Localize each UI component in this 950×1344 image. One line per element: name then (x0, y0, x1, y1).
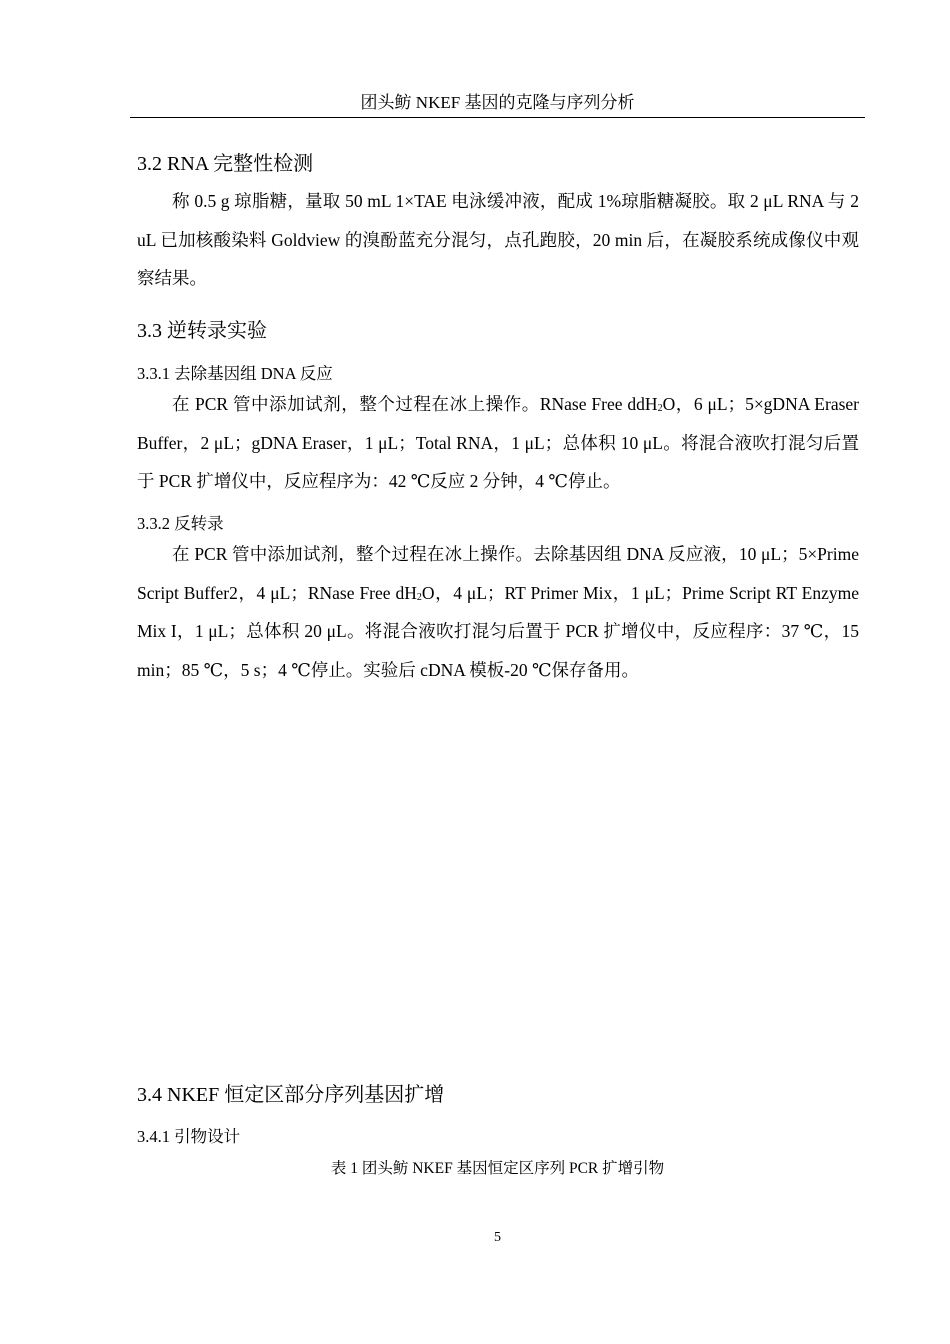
heading-3-3-2: 3.3.2 反转录 (137, 514, 224, 533)
paragraph-3-3-2 (137, 535, 859, 690)
paragraph-3-2: 称 0.5 g 琼脂糖，量取 50 mL 1×TAE 电泳缓冲液，配成 1%琼脂糖凝胶。取 2 μL RNA 与 2 uL 已加核酸染料 Goldview 的溴酚蓝充分混匀，点孔跑胶，20 min 后，在凝胶系统成像仪中观察结果。 (137, 191, 859, 289)
paragraph-3-3-2-text-b: O，4 μL；RT Primer Mix，1 μL；Prime Script RT Enzyme Mix I，1 μL；总体积 20 μL。将混合液吹打混匀后置于 PCR 扩增仪中，反应程序：37 ℃，15 min；85 ℃，5 s；4 ℃停止。实验后 cDNA 模板-20 ℃保存备用。 (137, 582, 860, 681)
subscript-2: 2 (657, 403, 663, 414)
running-header: 团头鲂 NKEF 基因的克隆与序列分析 (360, 93, 635, 112)
paragraph-3-3-1-text-b: O，6 μL；5×gDNA Eraser Buffer，2 μL；gDNA Eraser，1 μL；Total RNA，1 μL；总体积 10 μL。将混合液吹打混匀后置于 PCR 扩增仪中，反应程序为：42 ℃反应 2 分钟，4 ℃停止。 (137, 394, 859, 492)
table-caption: 表 1 团头鲂 NKEF 基因恒定区序列 PCR 扩增引物 (330, 1160, 665, 1177)
paragraph-3-3-2-text-a: 在 PCR 管中添加试剂，整个过程在冰上操作。去除基因组 DNA 反应液，10 μL；5×Prime Script Buffer2，4 μL；RNase Free dH (137, 544, 859, 603)
heading-3-3: 3.3 逆转录实验 (137, 320, 267, 342)
heading-3-4: 3.4 NKEF 恒定区部分序列基因扩增 (137, 1084, 445, 1106)
heading-3-4-1: 3.4.1 引物设计 (137, 1127, 241, 1146)
header-rule (130, 117, 865, 118)
paragraph-3-3-1 (137, 385, 859, 501)
paragraph-3-3-1-text-a: 在 PCR 管中添加试剂，整个过程在冰上操作。RNase Free ddH (172, 394, 658, 414)
heading-3-3-1: 3.3.1 去除基因组 DNA 反应 (137, 364, 333, 383)
page-number: 5 (494, 1230, 501, 1245)
heading-3-2: 3.2 RNA 完整性检测 (137, 153, 314, 175)
subscript-2: 2 (416, 591, 422, 603)
